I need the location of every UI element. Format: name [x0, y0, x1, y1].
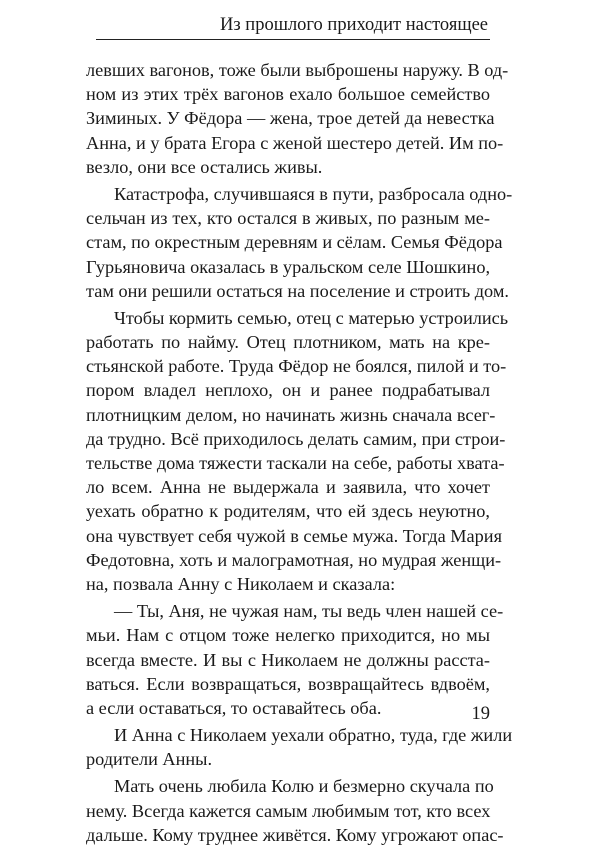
text-line: везло, они все остались живы.: [86, 156, 323, 177]
text-line: тельстве дома тяжести таскали на себе, работы хвата-: [86, 453, 505, 473]
running-header: Из прошлого приходит настоящее: [220, 15, 488, 35]
text-line: плотницким делом, но начинать жизнь сначала всег-: [86, 404, 496, 425]
page-number: 19: [471, 704, 490, 724]
paragraph: [86, 58, 509, 179]
text-line: всегда вместе. И вы с Николаем не должны расста-: [86, 649, 490, 670]
text-line: уехать обратно к родителям, что ей здесь неуютно,: [86, 501, 490, 522]
text-line: родители Анны.: [86, 749, 213, 770]
text-line: а если оставаться, то оставайтесь оба.: [86, 697, 382, 718]
text-line: Федотовна, хоть и малограмотная, но мудрая женщи-: [86, 549, 502, 570]
text-line: Анна, и у брата Егора с женой шестеро детей. Им по-: [86, 132, 504, 153]
text-line: Чтобы кормить семью, отец с матерью устроились: [114, 307, 509, 328]
paragraph: [86, 723, 513, 771]
text-line: нему. Всегда кажется самым любимым тот, кто всех: [86, 800, 491, 821]
paragraph: [86, 182, 513, 303]
paragraph: [86, 599, 504, 720]
text-line: Мать очень любила Колю и безмерно скучала по: [114, 776, 494, 797]
text-line: левших вагонов, тоже были выброшены наружу. В од-: [86, 60, 509, 80]
text-line: пором владел неплохо, он и ранее подрабатывал: [86, 380, 490, 401]
text-line: работать по найму. Отец плотником, мать на кре-: [86, 332, 490, 353]
text-line: она чувствует себя чужой в семье мужа. Тогда Мария: [86, 525, 502, 546]
text-line: стам, по окрестным деревням и сёлам. Семья Фёдора: [86, 232, 503, 253]
text-line: ло всем. Анна не выдержала и заявила, что хочет: [86, 477, 490, 498]
text-line: ваться. Если возвращаться, возвращайтесь вдвоём,: [86, 673, 490, 694]
text-line: мьи. Нам с отцом тоже нелегко приходится, но мы: [86, 625, 490, 646]
text-line: на, позвала Анну с Николаем и сказала:: [86, 573, 396, 594]
text-line: да трудно. Всё приходилось делать самим, при строи-: [86, 428, 506, 449]
text-line: сельчан из тех, кто остался в живых, по разным ме-: [86, 208, 490, 229]
text-line: И Анна с Николаем уехали обратно, туда, где жили: [114, 725, 513, 746]
text-line: Зиминых. У Фёдора — жена, трое детей да невестка: [86, 108, 495, 129]
paragraph: [86, 774, 504, 847]
paragraph: [86, 306, 509, 596]
text-line: Гурьяновича оказалась в уральском селе Шошкино,: [86, 256, 491, 277]
text-line: там они решили остаться на поселение и строить дом.: [86, 280, 509, 301]
text-line: дальше. Кому труднее живётся. Кому угрожают опас-: [86, 824, 504, 845]
text-line: стьянской работе. Труда Фёдор не боялся, пилой и то-: [86, 356, 507, 377]
text-line: ном из этих трёх вагонов ехало большое семейство: [86, 84, 490, 105]
text-line: — Ты, Аня, не чужая нам, ты ведь член нашей се-: [114, 601, 504, 622]
body-text: [86, 58, 513, 850]
text-line: Катастрофа, случившаяся в пути, разбросала одно-: [114, 183, 513, 204]
header-rule: [96, 39, 490, 40]
